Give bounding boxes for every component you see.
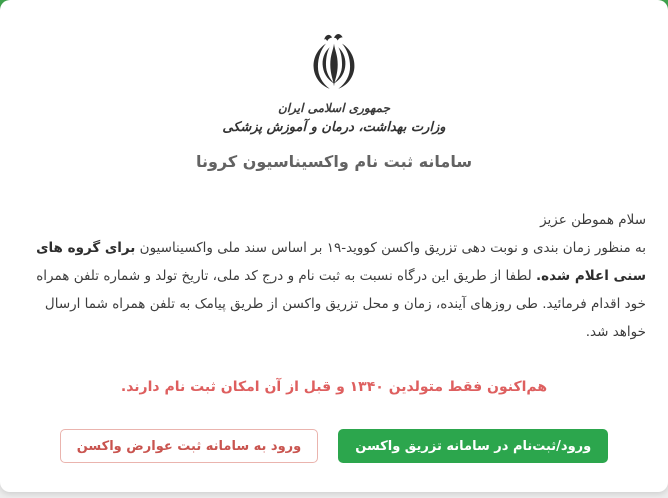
- action-buttons-row: [0, 429, 668, 463]
- side-effects-portal-button[interactable]: ورود به سامانه ثبت عوارض واکسن: [60, 429, 319, 463]
- logo-text-ministry: وزارت بهداشت، درمان و آموزش پزشکی: [222, 120, 446, 135]
- paragraph-bold-highlight: برای گروه های سنی اعلام شده.: [36, 240, 646, 284]
- paragraph-normal-2: لطفا از طریق این درگاه نسبت به ثبت نام و درج کد ملی، تاریخ تولد و شماره تلفن همراه خود اقدام فرمائید. طی روزهای آینده، زمان و محل تزریق واکسن از طریق پیامک به تلفن همراه شما ارسال خواهد شد.: [36, 268, 646, 340]
- login-register-button[interactable]: ورود/ثبت‌نام در سامانه تزریق واکسن: [338, 429, 608, 463]
- header: [0, 0, 668, 171]
- intro-paragraph: [22, 234, 646, 346]
- page-title: سامانه ثبت نام واکسیناسیون کرونا: [195, 152, 473, 171]
- paragraph-normal-1: به منظور زمان بندی و نوبت دهی تزریق واکسن کووید-۱۹ بر اساس سند ملی واکسیناسیون: [135, 240, 646, 256]
- iran-emblem-icon: [302, 30, 366, 98]
- intro-text-block: [22, 206, 646, 346]
- logo-text-republic: جمهوری اسلامی ایران: [277, 101, 391, 115]
- eligibility-notice: هم‌اکنون فقط متولدین ۱۳۴۰ و قبل از آن امکان ثبت نام دارند.: [120, 379, 548, 395]
- greeting-text: سلام هموطن عزیز: [540, 212, 646, 228]
